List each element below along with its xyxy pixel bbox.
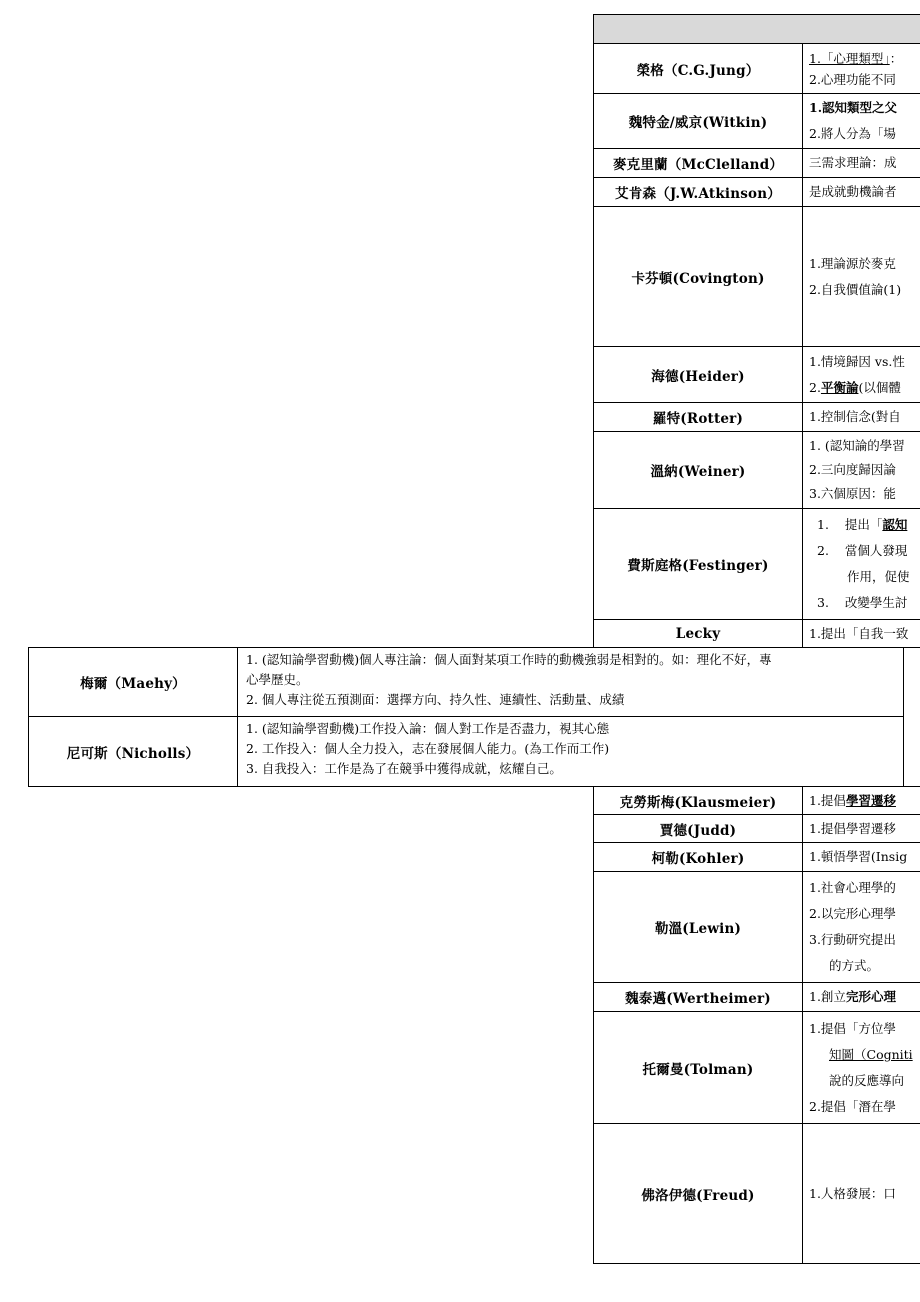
table-row	[594, 44, 920, 94]
desc-cell	[238, 648, 904, 717]
desc-cell	[803, 403, 920, 432]
desc-line: 1.控制信念(對自	[809, 409, 901, 424]
desc-line: 3.六個原因：能	[809, 486, 896, 501]
desc-line: 2.提倡「潛在學	[809, 1098, 896, 1114]
name-cell: 佛洛伊德(Freud)	[594, 1124, 803, 1264]
desc-cell	[803, 843, 920, 872]
desc-cell	[803, 149, 920, 178]
name-cell: 麥克里蘭（McClelland）	[594, 149, 803, 178]
desc-line: 1.情境歸因 vs.性	[809, 353, 905, 369]
desc-line: 2.以完形心理學	[809, 906, 896, 921]
desc-line: 1. (認知論的學習	[809, 438, 905, 453]
name-cell: 賈德(Judd)	[594, 815, 803, 843]
desc-line: 1.「心理類型」：	[809, 50, 903, 66]
offset-table	[28, 647, 920, 787]
desc-line: 1.提出「自我一致	[809, 626, 909, 641]
desc-cell	[803, 787, 920, 815]
table-row	[594, 178, 920, 207]
table-row	[594, 620, 920, 648]
name-cell: Lecky	[594, 620, 803, 648]
table-row	[594, 815, 920, 843]
desc-line: 1.提倡學習遷移	[809, 821, 896, 836]
desc-line: 1.理論源於麥克	[809, 255, 896, 271]
table-row	[594, 347, 920, 403]
desc-cell	[803, 620, 920, 648]
desc-line: 2.將人分為「場	[809, 126, 896, 141]
desc-line: 的方式。	[829, 958, 880, 973]
desc-line: 1. (認知論學習動機)工作投入論：個人對工作是否盡力，視其心態	[246, 721, 610, 736]
desc-cell	[803, 432, 920, 509]
name-cell: 羅特(Rotter)	[594, 403, 803, 432]
desc-line: 作用，促使	[847, 569, 910, 584]
desc-cell	[803, 44, 920, 94]
table-row	[29, 717, 920, 787]
desc-line: 2. 當個人發現	[817, 543, 908, 558]
desc-line: 3. 自我投入：工作是為了在競爭中獲得成就，炫耀自己。	[246, 761, 562, 776]
desc-line: 2.三向度歸因論	[809, 462, 896, 477]
header-cell	[594, 15, 920, 44]
table-row	[594, 94, 920, 149]
desc-line: 2. 個人專注從五預測面：選擇方向、持久性、連續性、活動量、成績	[246, 692, 625, 707]
table-row	[594, 1012, 920, 1124]
desc-cell	[803, 1124, 920, 1264]
name-cell: 榮格（C.G.Jung）	[594, 44, 803, 94]
table-row	[594, 872, 920, 983]
table-row	[594, 843, 920, 872]
desc-cell	[803, 178, 920, 207]
desc-line: 三需求理論：成	[809, 155, 897, 170]
name-cell: 魏泰邁(Wertheimer)	[594, 983, 803, 1012]
table-row	[29, 648, 920, 717]
name-cell: 尼可斯（Nicholls）	[29, 717, 238, 787]
desc-line: 1.提倡學習遷移	[809, 793, 896, 808]
desc-line: 1. 提出「認知	[817, 517, 908, 532]
desc-cell	[238, 717, 904, 787]
name-cell: 克勞斯梅(Klausmeier)	[594, 787, 803, 815]
desc-line: 說的反應導向	[829, 1072, 905, 1088]
table-row	[594, 432, 920, 509]
desc-cell	[803, 1012, 920, 1124]
header-row	[594, 15, 920, 44]
desc-line: 是成就動機論者	[809, 184, 897, 199]
name-cell: 海德(Heider)	[594, 347, 803, 403]
name-cell: 費斯庭格(Festinger)	[594, 509, 803, 620]
desc-line: 1.社會心理學的	[809, 880, 896, 895]
table-row	[594, 983, 920, 1012]
desc-line: 1.頓悟學習(Insig	[809, 849, 908, 864]
name-cell: 梅爾（Maehy）	[29, 648, 238, 717]
desc-cell	[803, 872, 920, 983]
desc-cell	[803, 94, 920, 149]
name-cell: 溫納(Weiner)	[594, 432, 803, 509]
table-row	[594, 403, 920, 432]
name-cell: 卡芬頓(Covington)	[594, 207, 803, 347]
desc-line: 1.創立完形心理	[809, 989, 896, 1004]
desc-cell	[803, 815, 920, 843]
name-cell: 艾肯森（J.W.Atkinson）	[594, 178, 803, 207]
table-row	[594, 787, 920, 815]
desc-line: 1. (認知論學習動機)個人專注論：個人面對某項工作時的動機強弱是相對的。如：理化不好，專	[246, 652, 772, 667]
main-table-bottom	[593, 786, 920, 1264]
table-row	[594, 1124, 920, 1264]
desc-line: 知圖（Cogniti	[829, 1046, 913, 1062]
name-cell: 魏特金/威京(Witkin)	[594, 94, 803, 149]
desc-cell	[803, 983, 920, 1012]
table-row	[594, 149, 920, 178]
name-cell: 柯勒(Kohler)	[594, 843, 803, 872]
desc-line: 3. 改變學生討	[817, 595, 908, 610]
table-row	[594, 509, 920, 620]
main-table-top	[593, 14, 920, 648]
desc-cell	[803, 207, 920, 347]
name-cell: 托爾曼(Tolman)	[594, 1012, 803, 1124]
desc-line: 1.人格發展：口	[809, 1185, 896, 1201]
desc-line: 1.提倡「方位學	[809, 1020, 896, 1036]
desc-line: 心學歷史。	[246, 672, 309, 687]
desc-line: 3.行動研究提出	[809, 932, 896, 947]
desc-cell	[803, 347, 920, 403]
name-cell: 勒溫(Lewin)	[594, 872, 803, 983]
spacer-cell	[904, 648, 920, 787]
desc-line: 2.心理功能不同	[809, 71, 896, 87]
desc-line: 1.認知類型之父	[809, 100, 898, 115]
desc-line: 2.平衡論(以個體	[809, 379, 901, 395]
desc-line: 2. 工作投入：個人全力投入，志在發展個人能力。(為工作而工作)	[246, 741, 610, 756]
desc-line: 2.自我價值論(1)	[809, 281, 902, 297]
table-row	[594, 207, 920, 347]
desc-cell	[803, 509, 920, 620]
